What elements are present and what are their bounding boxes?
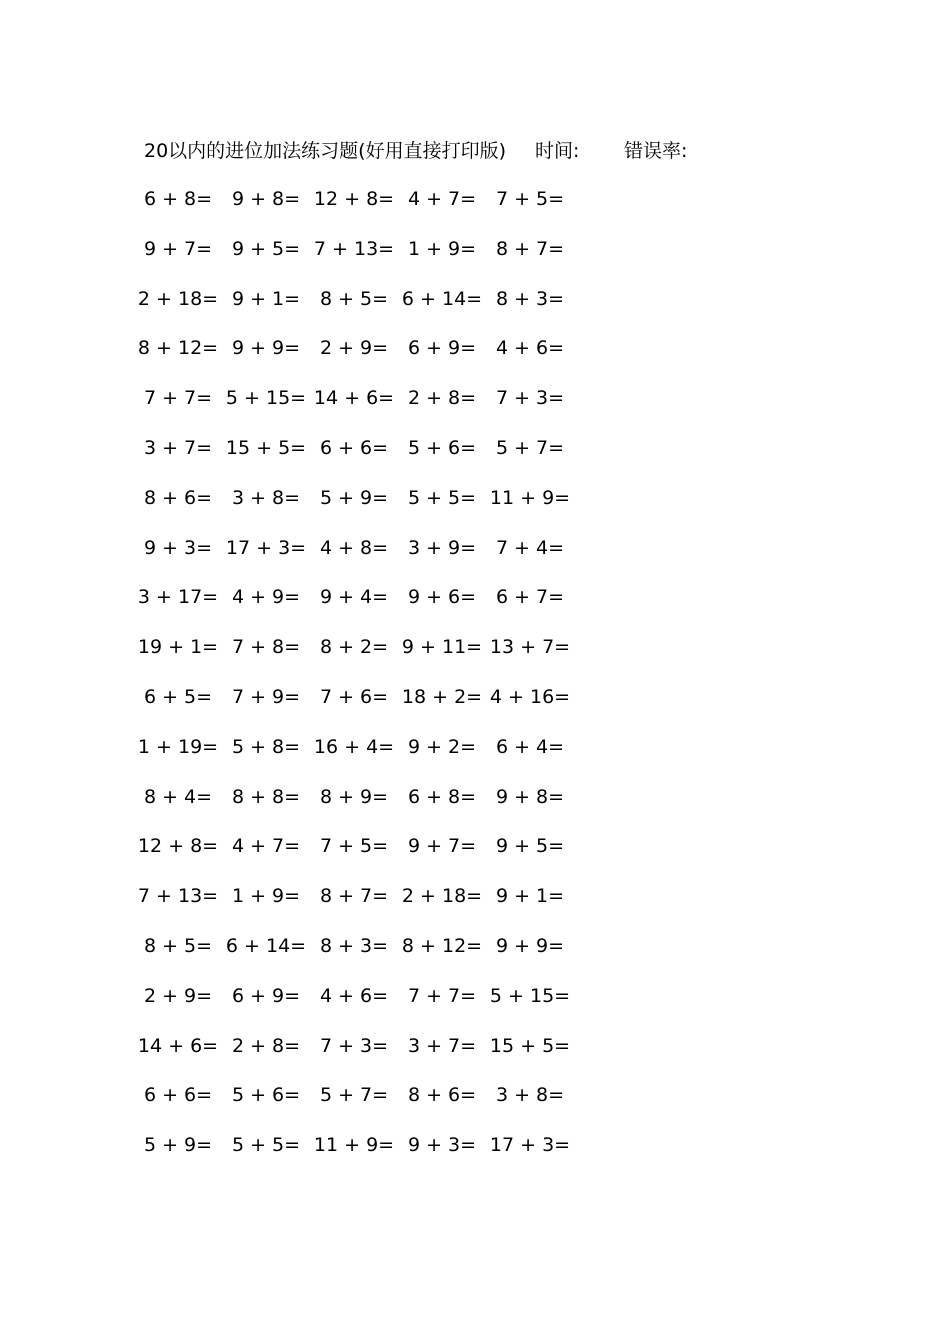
addition-problem: 9 + 6= — [407, 586, 477, 609]
addition-problem: 6 + 9= — [407, 337, 477, 360]
addition-problem: 3 + 9= — [407, 536, 477, 559]
addition-problem: 7 + 6= — [319, 685, 389, 708]
problem-row — [134, 532, 594, 582]
addition-problem: 4 + 7= — [407, 188, 477, 210]
problem-row — [134, 1079, 594, 1129]
addition-problem: 9 + 1= — [231, 287, 301, 310]
addition-problem: 3 + 17= — [137, 586, 219, 609]
addition-problem: 6 + 5= — [143, 685, 213, 708]
addition-problem: 9 + 3= — [407, 1134, 477, 1157]
problem-row — [134, 880, 594, 930]
addition-problem: 15 + 5= — [225, 436, 307, 459]
problem-row — [134, 631, 594, 681]
addition-problem: 12 + 8= — [313, 188, 395, 210]
addition-problem: 9 + 5= — [495, 835, 565, 858]
addition-problem: 7 + 7= — [407, 984, 477, 1007]
addition-problem: 5 + 15= — [489, 984, 571, 1007]
addition-problem: 7 + 3= — [495, 387, 565, 410]
addition-problem: 7 + 4= — [495, 536, 565, 559]
addition-problem: 6 + 6= — [143, 1084, 213, 1107]
addition-problem: 8 + 8= — [231, 785, 301, 808]
addition-problem: 5 + 5= — [407, 486, 477, 509]
addition-problem: 1 + 9= — [231, 885, 301, 908]
addition-problem: 1 + 9= — [407, 237, 477, 260]
problem-row — [134, 432, 594, 482]
problem-row — [134, 283, 594, 333]
problem-row — [134, 581, 594, 631]
addition-problem: 5 + 8= — [231, 735, 301, 758]
addition-problem: 7 + 5= — [495, 188, 565, 210]
addition-problem: 4 + 6= — [319, 984, 389, 1007]
addition-problem: 13 + 7= — [489, 636, 571, 659]
addition-problem: 9 + 7= — [407, 835, 477, 858]
problem-row — [134, 1030, 594, 1080]
problem-row — [134, 482, 594, 532]
addition-problem: 6 + 9= — [231, 984, 301, 1007]
addition-problem: 5 + 7= — [495, 436, 565, 459]
addition-problem: 15 + 5= — [489, 1034, 571, 1057]
addition-problem: 8 + 12= — [137, 337, 219, 360]
addition-problem: 5 + 9= — [319, 486, 389, 509]
addition-problem: 7 + 5= — [319, 835, 389, 858]
addition-problem: 19 + 1= — [137, 636, 219, 659]
problem-row — [134, 1129, 594, 1179]
worksheet-header — [144, 136, 744, 166]
addition-problem: 9 + 4= — [319, 586, 389, 609]
addition-problem: 3 + 7= — [407, 1034, 477, 1057]
addition-problem: 8 + 3= — [319, 934, 389, 957]
addition-problem: 9 + 5= — [231, 237, 301, 260]
addition-problem: 8 + 3= — [495, 287, 565, 310]
problem-row — [134, 731, 594, 781]
problem-row — [134, 382, 594, 432]
addition-problem: 2 + 9= — [319, 337, 389, 360]
addition-problem: 18 + 2= — [401, 685, 483, 708]
addition-problem: 5 + 7= — [319, 1084, 389, 1107]
addition-problem: 8 + 4= — [143, 785, 213, 808]
addition-problem: 5 + 6= — [231, 1084, 301, 1107]
problem-grid — [134, 183, 594, 1179]
addition-problem: 2 + 18= — [401, 885, 483, 908]
addition-problem: 9 + 8= — [495, 785, 565, 808]
addition-problem: 7 + 13= — [137, 885, 219, 908]
addition-problem: 14 + 6= — [313, 387, 395, 410]
problem-row — [134, 781, 594, 831]
problem-row — [134, 980, 594, 1030]
addition-problem: 1 + 19= — [137, 735, 219, 758]
addition-problem: 8 + 9= — [319, 785, 389, 808]
addition-problem: 8 + 6= — [143, 486, 213, 509]
addition-problem: 7 + 13= — [313, 237, 395, 260]
addition-problem: 4 + 16= — [489, 685, 571, 708]
addition-problem: 9 + 9= — [231, 337, 301, 360]
addition-problem: 2 + 8= — [407, 387, 477, 410]
addition-problem: 5 + 6= — [407, 436, 477, 459]
addition-problem: 9 + 7= — [143, 237, 213, 260]
addition-problem: 3 + 8= — [495, 1084, 565, 1107]
addition-problem: 8 + 2= — [319, 636, 389, 659]
addition-problem: 7 + 9= — [231, 685, 301, 708]
addition-problem: 14 + 6= — [137, 1034, 219, 1057]
addition-problem: 3 + 8= — [231, 486, 301, 509]
error-rate-label: 错误率: — [624, 140, 688, 162]
addition-problem: 6 + 4= — [495, 735, 565, 758]
problem-row — [134, 233, 594, 283]
addition-problem: 8 + 12= — [401, 934, 483, 957]
addition-problem: 6 + 14= — [401, 287, 483, 310]
addition-problem: 2 + 9= — [143, 984, 213, 1007]
addition-problem: 8 + 6= — [407, 1084, 477, 1107]
addition-problem: 17 + 3= — [225, 536, 307, 559]
addition-problem: 5 + 5= — [231, 1134, 301, 1157]
problem-row — [134, 183, 594, 233]
time-label: 时间: — [535, 140, 580, 162]
addition-problem: 5 + 9= — [143, 1134, 213, 1157]
addition-problem: 4 + 7= — [231, 835, 301, 858]
addition-problem: 9 + 11= — [401, 636, 483, 659]
addition-problem: 7 + 3= — [319, 1034, 389, 1057]
addition-problem: 6 + 14= — [225, 934, 307, 957]
addition-problem: 17 + 3= — [489, 1134, 571, 1157]
addition-problem: 7 + 7= — [143, 387, 213, 410]
addition-problem: 4 + 6= — [495, 337, 565, 360]
addition-problem: 11 + 9= — [313, 1134, 395, 1157]
addition-problem: 9 + 8= — [231, 188, 301, 210]
addition-problem: 8 + 5= — [319, 287, 389, 310]
addition-problem: 12 + 8= — [137, 835, 219, 858]
addition-problem: 9 + 9= — [495, 934, 565, 957]
addition-problem: 4 + 8= — [319, 536, 389, 559]
addition-problem: 6 + 8= — [143, 188, 213, 210]
problem-row — [134, 681, 594, 731]
addition-problem: 4 + 9= — [231, 586, 301, 609]
addition-problem: 6 + 6= — [319, 436, 389, 459]
addition-problem: 8 + 5= — [143, 934, 213, 957]
addition-problem: 16 + 4= — [313, 735, 395, 758]
addition-problem: 9 + 1= — [495, 885, 565, 908]
addition-problem: 7 + 8= — [231, 636, 301, 659]
addition-problem: 2 + 18= — [137, 287, 219, 310]
problem-row — [134, 830, 594, 880]
addition-problem: 2 + 8= — [231, 1034, 301, 1057]
addition-problem: 9 + 3= — [143, 536, 213, 559]
addition-problem: 5 + 15= — [225, 387, 307, 410]
problem-row — [134, 332, 594, 382]
problem-row — [134, 930, 594, 980]
worksheet-title: 20以内的进位加法练习题(好用直接打印版) — [144, 140, 507, 162]
addition-problem: 6 + 7= — [495, 586, 565, 609]
addition-problem: 3 + 7= — [143, 436, 213, 459]
addition-problem: 6 + 8= — [407, 785, 477, 808]
addition-problem: 11 + 9= — [489, 486, 571, 509]
addition-problem: 8 + 7= — [495, 237, 565, 260]
addition-problem: 9 + 2= — [407, 735, 477, 758]
addition-problem: 8 + 7= — [319, 885, 389, 908]
